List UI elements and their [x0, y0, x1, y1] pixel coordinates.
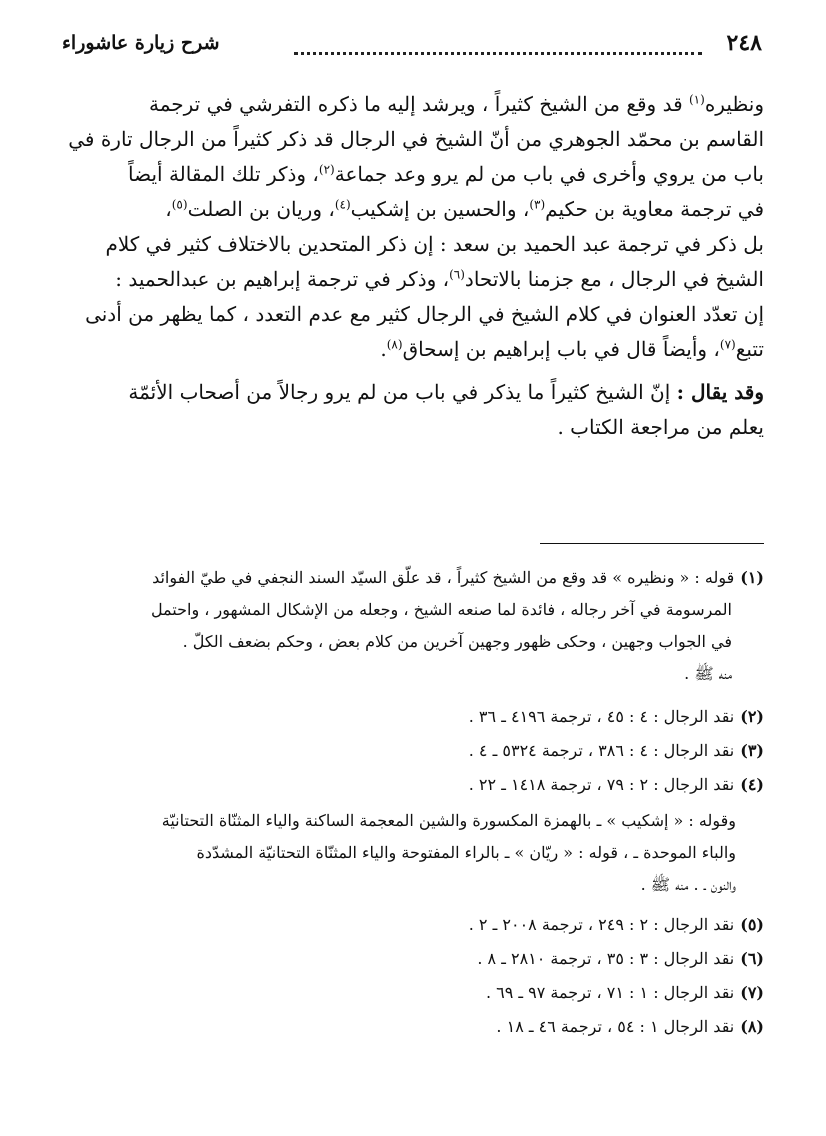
- body-line: [62, 88, 764, 120]
- body-line: يعلم من مراجعة الكتاب .: [557, 415, 764, 439]
- footnote-number: (٤): [740, 775, 764, 794]
- body-line: القاسم بن محمّد الجوهري من أنّ الشيخ في الرجال قد ذكر كثيراً من الرجال تارة في: [68, 127, 764, 151]
- header-dotted-leader: [294, 52, 702, 55]
- footnote-text: نقد الرجال : ٤ : ٣٨٦ ، ترجمة ٥٣٢٤ ـ ٤ .: [468, 741, 735, 760]
- footnote-text: نقد الرجال : ١ : ٧١ ، ترجمة ٩٧ ـ ٦٩ .: [485, 983, 735, 1002]
- footnote-text: قوله : « ونظيره » قد وقع من الشيخ كثيراً ، قد علّق السيّد السند النجفي في طيّ الفوائد: [152, 568, 735, 587]
- footnote-line: في الجواب وجهين ، وحكى ظهور وجهين آخرين من كلام بعض ، وحكم بضعف الكلّ .: [182, 632, 732, 651]
- footnote-line: المرسومة في آخر رجاله ، فائدة لما صنعه الشيخ ، وجعله من الإشكال المشهور ، واحتمل: [150, 600, 732, 619]
- footnote-number: (٨): [740, 1017, 764, 1036]
- running-title: شرح زيارة عاشوراء: [62, 32, 220, 54]
- footnote-text: نقد الرجال : ٢ : ٧٩ ، ترجمة ١٤١٨ ـ ٢٢ .: [468, 775, 735, 794]
- text-run: .: [380, 337, 387, 361]
- footnote-3: [60, 736, 764, 766]
- main-text: [62, 88, 764, 528]
- page-header: [62, 30, 762, 64]
- body-line: [62, 376, 764, 408]
- body-line: بل ذكر في ترجمة عبد الحميد بن سعد : إن ذكر المتحدين بالاختلاف كثير في كلام: [105, 232, 764, 256]
- footnote-ref[interactable]: (٣): [529, 197, 546, 212]
- text-run: ، وذكر تلك المقالة أيضاً: [128, 162, 319, 186]
- footnote-line: وقوله : « إشكيب » ـ بالهمزة المكسورة والشين المعجمة الساكنة والياء المثنّاة التحتانيّة: [161, 811, 736, 830]
- page-number: ٢٤٨: [726, 30, 762, 56]
- text-run: إنّ الشيخ كثيراً ما يذكر في باب من لم يرو رجالاً من أصحاب الأئمّة: [128, 380, 677, 404]
- footnote-number: (٢): [740, 707, 764, 726]
- footnote-6: [60, 944, 764, 974]
- footnote-7: [60, 978, 764, 1008]
- body-line: إن تعدّد العنوان في كلام الشيخ في الرجال كثير مع عدم التعدد ، كما يظهر من أدنى: [85, 302, 764, 326]
- text-run: تتبع: [735, 337, 764, 361]
- footnote-text: نقد الرجال : ٤ : ٤٥ ، ترجمة ٤١٩٦ ـ ٣٦ .: [468, 707, 735, 726]
- footnote-ref[interactable]: (١): [688, 92, 705, 107]
- footnote-4: [60, 770, 764, 800]
- footnote-text: نقد الرجال : ٢ : ٢٤٩ ، ترجمة ٢٠٠٨ ـ ٢ .: [468, 915, 735, 934]
- body-line: [62, 158, 764, 190]
- footnote-number: (٧): [740, 983, 764, 1002]
- body-line: [62, 333, 764, 365]
- footnote-ref[interactable]: (٨): [386, 337, 403, 352]
- footnote-8: [60, 1012, 764, 1042]
- text-run: باب من يروي وأخرى في باب من لم يرو وعد جماعة: [334, 162, 764, 186]
- footnote-5: [60, 910, 764, 940]
- footnote-separator: [540, 543, 764, 544]
- footnote-line: منه ﷺ .: [684, 664, 732, 683]
- footnote-line: والنون ـ . منه ﷺ .: [640, 875, 736, 894]
- footnote-ref[interactable]: (٧): [719, 337, 736, 352]
- footnote-1: [60, 563, 764, 593]
- text-run: في ترجمة معاوية بن حكيم: [545, 197, 764, 221]
- footnote-ref[interactable]: (٦): [449, 267, 465, 282]
- text-run: ، وريان بن الصلت: [187, 197, 335, 221]
- footnote-text: نقد الرجال ١ : ٥٤ ، ترجمة ٤٦ ـ ١٨ .: [496, 1017, 735, 1036]
- text-run: ،: [165, 197, 172, 221]
- footnote-ref[interactable]: (٤): [334, 197, 351, 212]
- footnote-number: (٥): [740, 915, 764, 934]
- text-run: ونظيره: [704, 92, 764, 116]
- text-run: ، وذكر في ترجمة إبراهيم بن عبدالحميد :: [115, 267, 450, 291]
- text-run: الشيخ في الرجال ، مع جزمنا بالاتحاد: [464, 267, 764, 291]
- body-line: [62, 193, 764, 225]
- text-run: ، وأيضاً قال في باب إبراهيم بن إسحاق: [402, 337, 720, 361]
- footnote-ref[interactable]: (٢): [318, 162, 335, 177]
- text-run: ، والحسين بن إشكيب: [350, 197, 530, 221]
- footnote-2: [60, 702, 764, 732]
- footnote-ref[interactable]: (٥): [171, 197, 188, 212]
- bold-lead: وقد يقال :: [676, 380, 764, 404]
- footnote-number: (٣): [740, 741, 764, 760]
- footnote-number: (١): [740, 568, 764, 587]
- footnote-text: نقد الرجال : ٣ : ٣٥ ، ترجمة ٢٨١٠ ـ ٨ .: [477, 949, 735, 968]
- footnote-line: والباء الموحدة ـ ، قوله : « ريّان » ـ بالراء المفتوحة والياء المثنّاة التحتانيّة المشدّدة: [196, 843, 736, 862]
- footnote-number: (٦): [740, 949, 764, 968]
- text-run: قد وقع من الشيخ كثيراً ، ويرشد إليه ما ذكره التفرشي في ترجمة: [148, 92, 689, 116]
- body-line: [62, 263, 764, 295]
